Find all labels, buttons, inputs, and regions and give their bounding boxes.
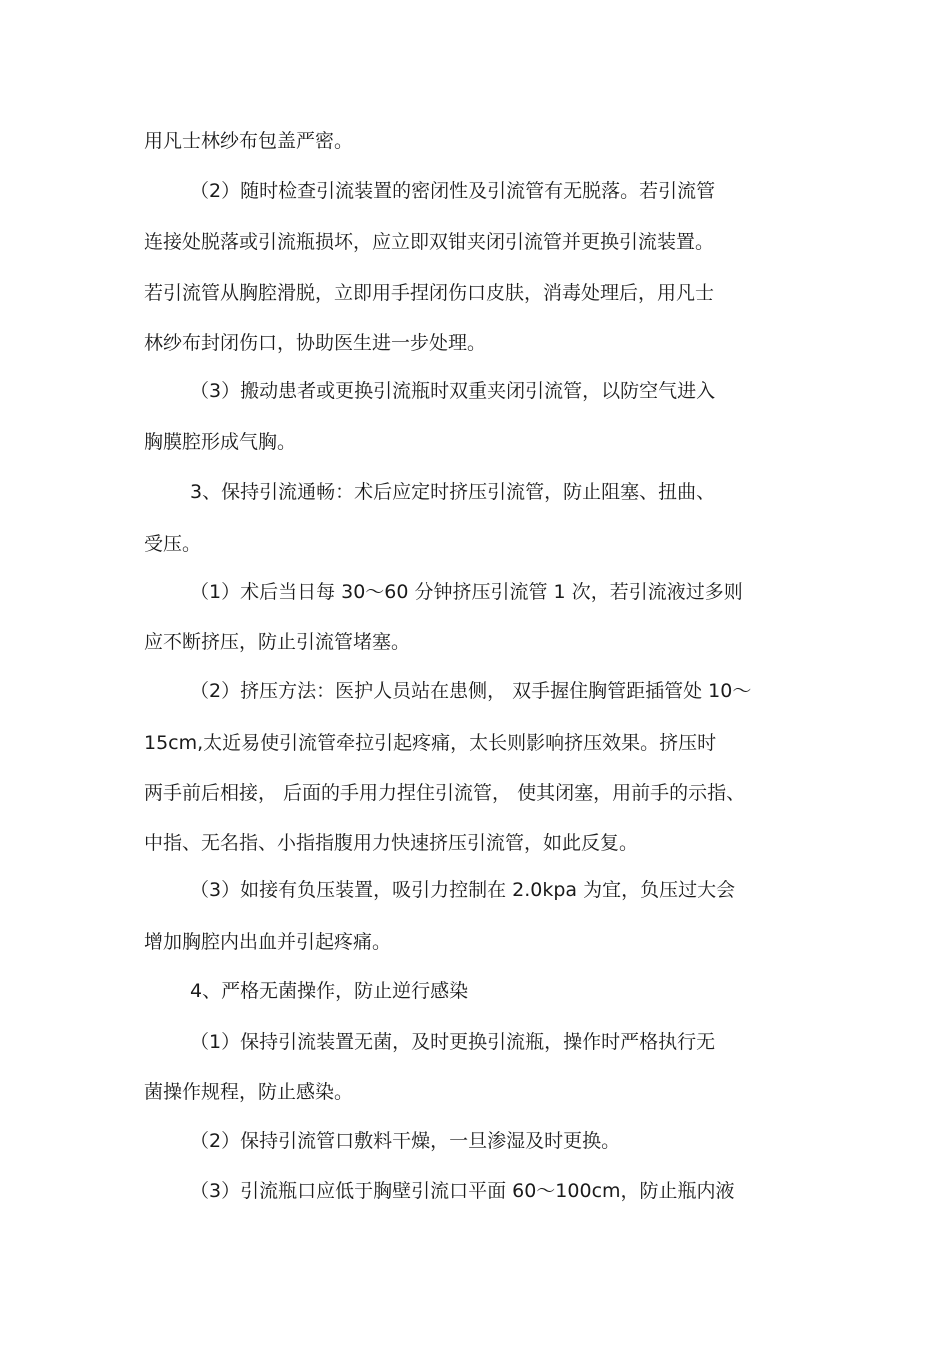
text-line: （3）如接有负压装置，吸引力控制在 2.0kpa 为宜，负压过大会 [190, 879, 736, 901]
text-line: 受压。 [144, 533, 202, 555]
text-line: 4、严格无菌操作，防止逆行感染 [190, 980, 469, 1002]
text-line: （2）挤压方法：医护人员站在患侧， 双手握住胸管距插管处 10～ [190, 680, 752, 702]
text-line: 连接处脱落或引流瓶损坏，应立即双钳夹闭引流管并更换引流装置。 [144, 231, 715, 253]
text-line: 增加胸腔内出血并引起疼痛。 [144, 931, 392, 953]
text-line: 若引流管从胸腔滑脱，立即用手捏闭伤口皮肤，消毒处理后，用凡士 [144, 282, 715, 304]
text-line: （1）术后当日每 30～60 分钟挤压引流管 1 次，若引流液过多则 [190, 581, 743, 603]
text-line: （2）保持引流管口敷料干燥，一旦渗湿及时更换。 [190, 1130, 621, 1152]
text-line: （1）保持引流装置无菌，及时更换引流瓶，操作时严格执行无 [190, 1031, 716, 1053]
text-line: 菌操作规程，防止感染。 [144, 1081, 354, 1103]
text-line: 两手前后相接， 后面的手用力捏住引流管， 使其闭塞，用前手的示指、 [144, 782, 746, 804]
text-line: 用凡士林纱布包盖严密。 [144, 130, 354, 152]
text-line: 3、保持引流通畅：术后应定时挤压引流管，防止阻塞、扭曲、 [190, 481, 716, 503]
text-line: 林纱布封闭伤口，协助医生进一步处理。 [144, 332, 487, 354]
text-line: （2）随时检查引流装置的密闭性及引流管有无脱落。若引流管 [190, 180, 716, 202]
text-line: 中指、无名指、小指指腹用力快速挤压引流管，如此反复。 [144, 832, 639, 854]
text-line: （3）引流瓶口应低于胸壁引流口平面 60～100cm，防止瓶内液 [190, 1180, 735, 1202]
text-line: （3）搬动患者或更换引流瓶时双重夹闭引流管，以防空气进入 [190, 380, 716, 402]
text-line: 15cm,太近易使引流管牵拉引起疼痛，太长则影响挤压效果。挤压时 [144, 732, 717, 754]
text-line: 胸膜腔形成气胸。 [144, 431, 297, 453]
text-line: 应不断挤压，防止引流管堵塞。 [144, 631, 411, 653]
